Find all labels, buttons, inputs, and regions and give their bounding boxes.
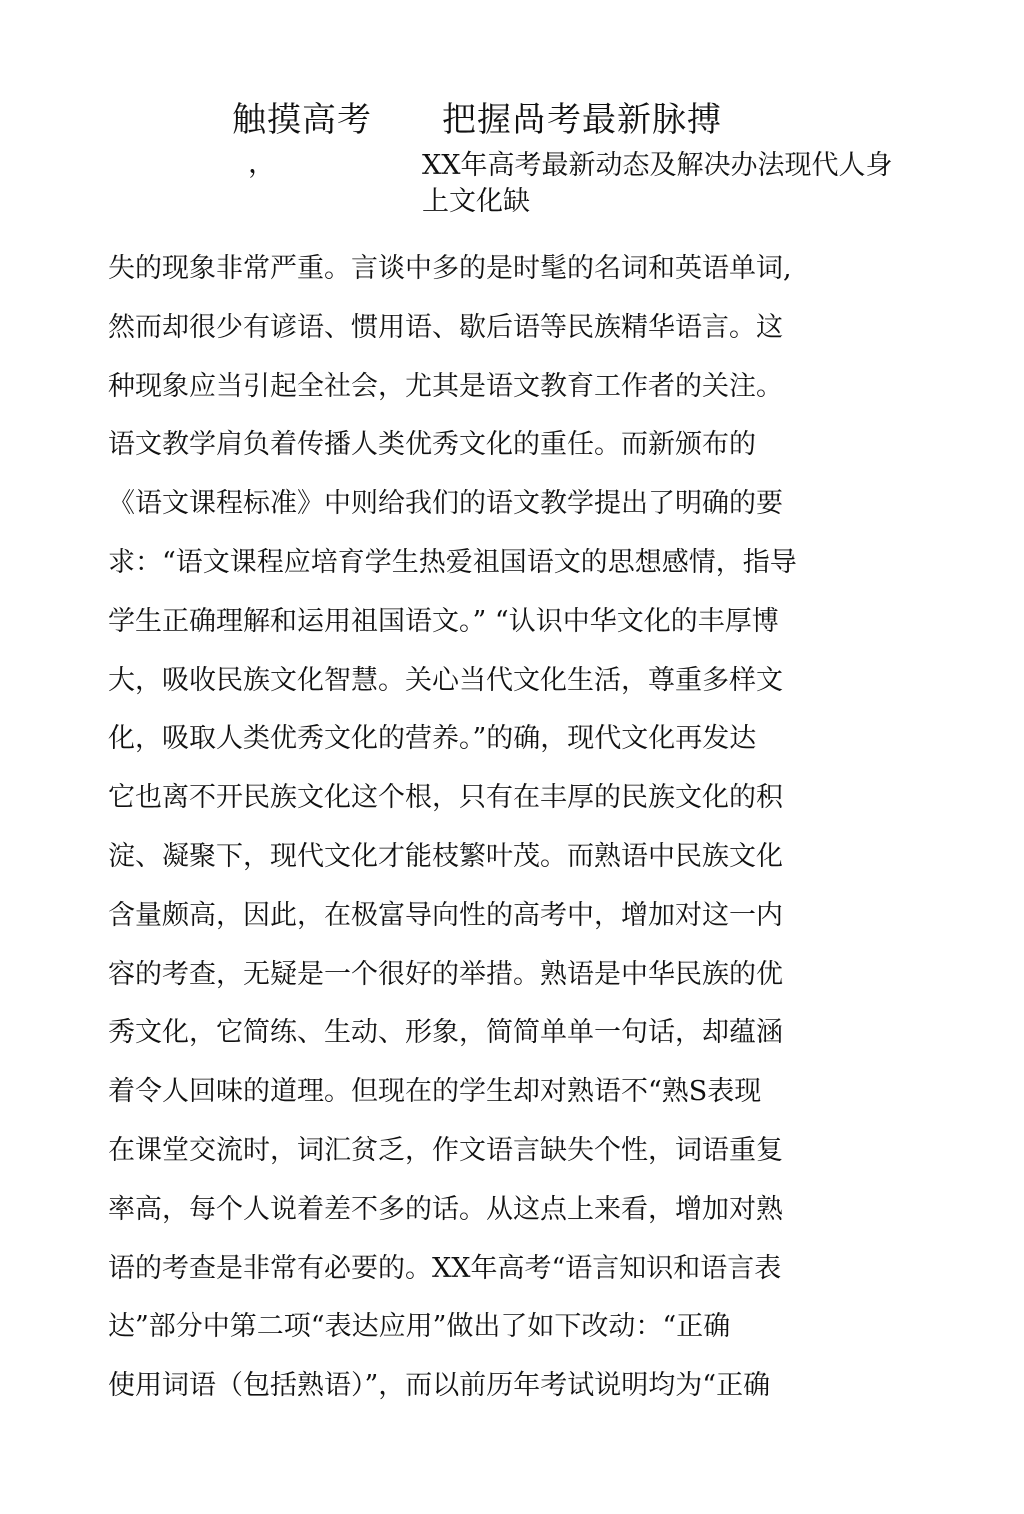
subtitle: XX年高考最新动态及解决办法现代人身上文化缺: [422, 150, 893, 217]
body-line: 它也离不开民族文化这个根，只有在丰厚的民族文化的积: [108, 782, 783, 814]
body-line: 在课堂交流时，词汇贫乏，作文语言缺失个性，词语重复: [108, 1134, 783, 1166]
body-line: 《语文课程标准》中则给我们的语文教学提出了明确的要: [108, 488, 783, 520]
body-line: 化，吸取人类优秀文化的营养。”的确，现代文化再发达: [108, 723, 757, 755]
body-line: 着令人回味的道理。但现在的学生却对熟语不“熟S表现: [108, 1076, 762, 1108]
title-left: 触摸高考: [232, 100, 372, 140]
body-line: 种现象应当引起全社会，尤其是语文教育工作者的关注。: [108, 370, 783, 402]
body-line: 学生正确理解和运用祖国语文。” “认识中华文化的丰厚博: [108, 605, 779, 637]
body-line: 淀、凝聚下，现代文化才能枝繁叶茂。而熟语中民族文化: [108, 840, 783, 872]
body-line: 率高，每个人说着差不多的话。从这点上来看，增加对熟: [108, 1193, 783, 1225]
title-right: 把握咼考最新脉搏: [442, 100, 722, 140]
body-line: 失的现象非常严重。言谈中多的是时髦的名词和英语单词,: [108, 253, 792, 284]
body-line: 使用词语（包括熟语）”，而以前历年考试说明均为“正确: [108, 1370, 771, 1402]
body-line: 秀文化，它简练、生动、形象，简简单单一句话，却蕴涵: [108, 1017, 783, 1049]
body-paragraph: [108, 240, 908, 1416]
body-line: 然而却很少有谚语、惯用语、歇后语等民族精华语言。这: [108, 311, 783, 343]
title-comma: ，: [248, 146, 277, 179]
body-line: 达”部分中第二项“表达应用”做出了如下改动：“正确: [108, 1311, 731, 1343]
body-line: 容的考查，无疑是一个很好的举措。熟语是中华民族的优: [108, 958, 783, 990]
body-line: 大，吸收民族文化智慧。关心当代文化生活，尊重多样文: [108, 664, 783, 696]
body-line: 语文教学肩负着传播人类优秀文化的重任。而新颁布的: [108, 429, 756, 461]
body-line: 语的考查是非常有必要的。XX年高考“语言知识和语言表: [108, 1252, 782, 1284]
body-line: 求：“语文课程应培育学生热爱祖国语文的思想感情，指导: [108, 546, 797, 578]
body-line: 含量颇高，因此，在极富导向性的高考中，增加对这一内: [108, 899, 783, 931]
